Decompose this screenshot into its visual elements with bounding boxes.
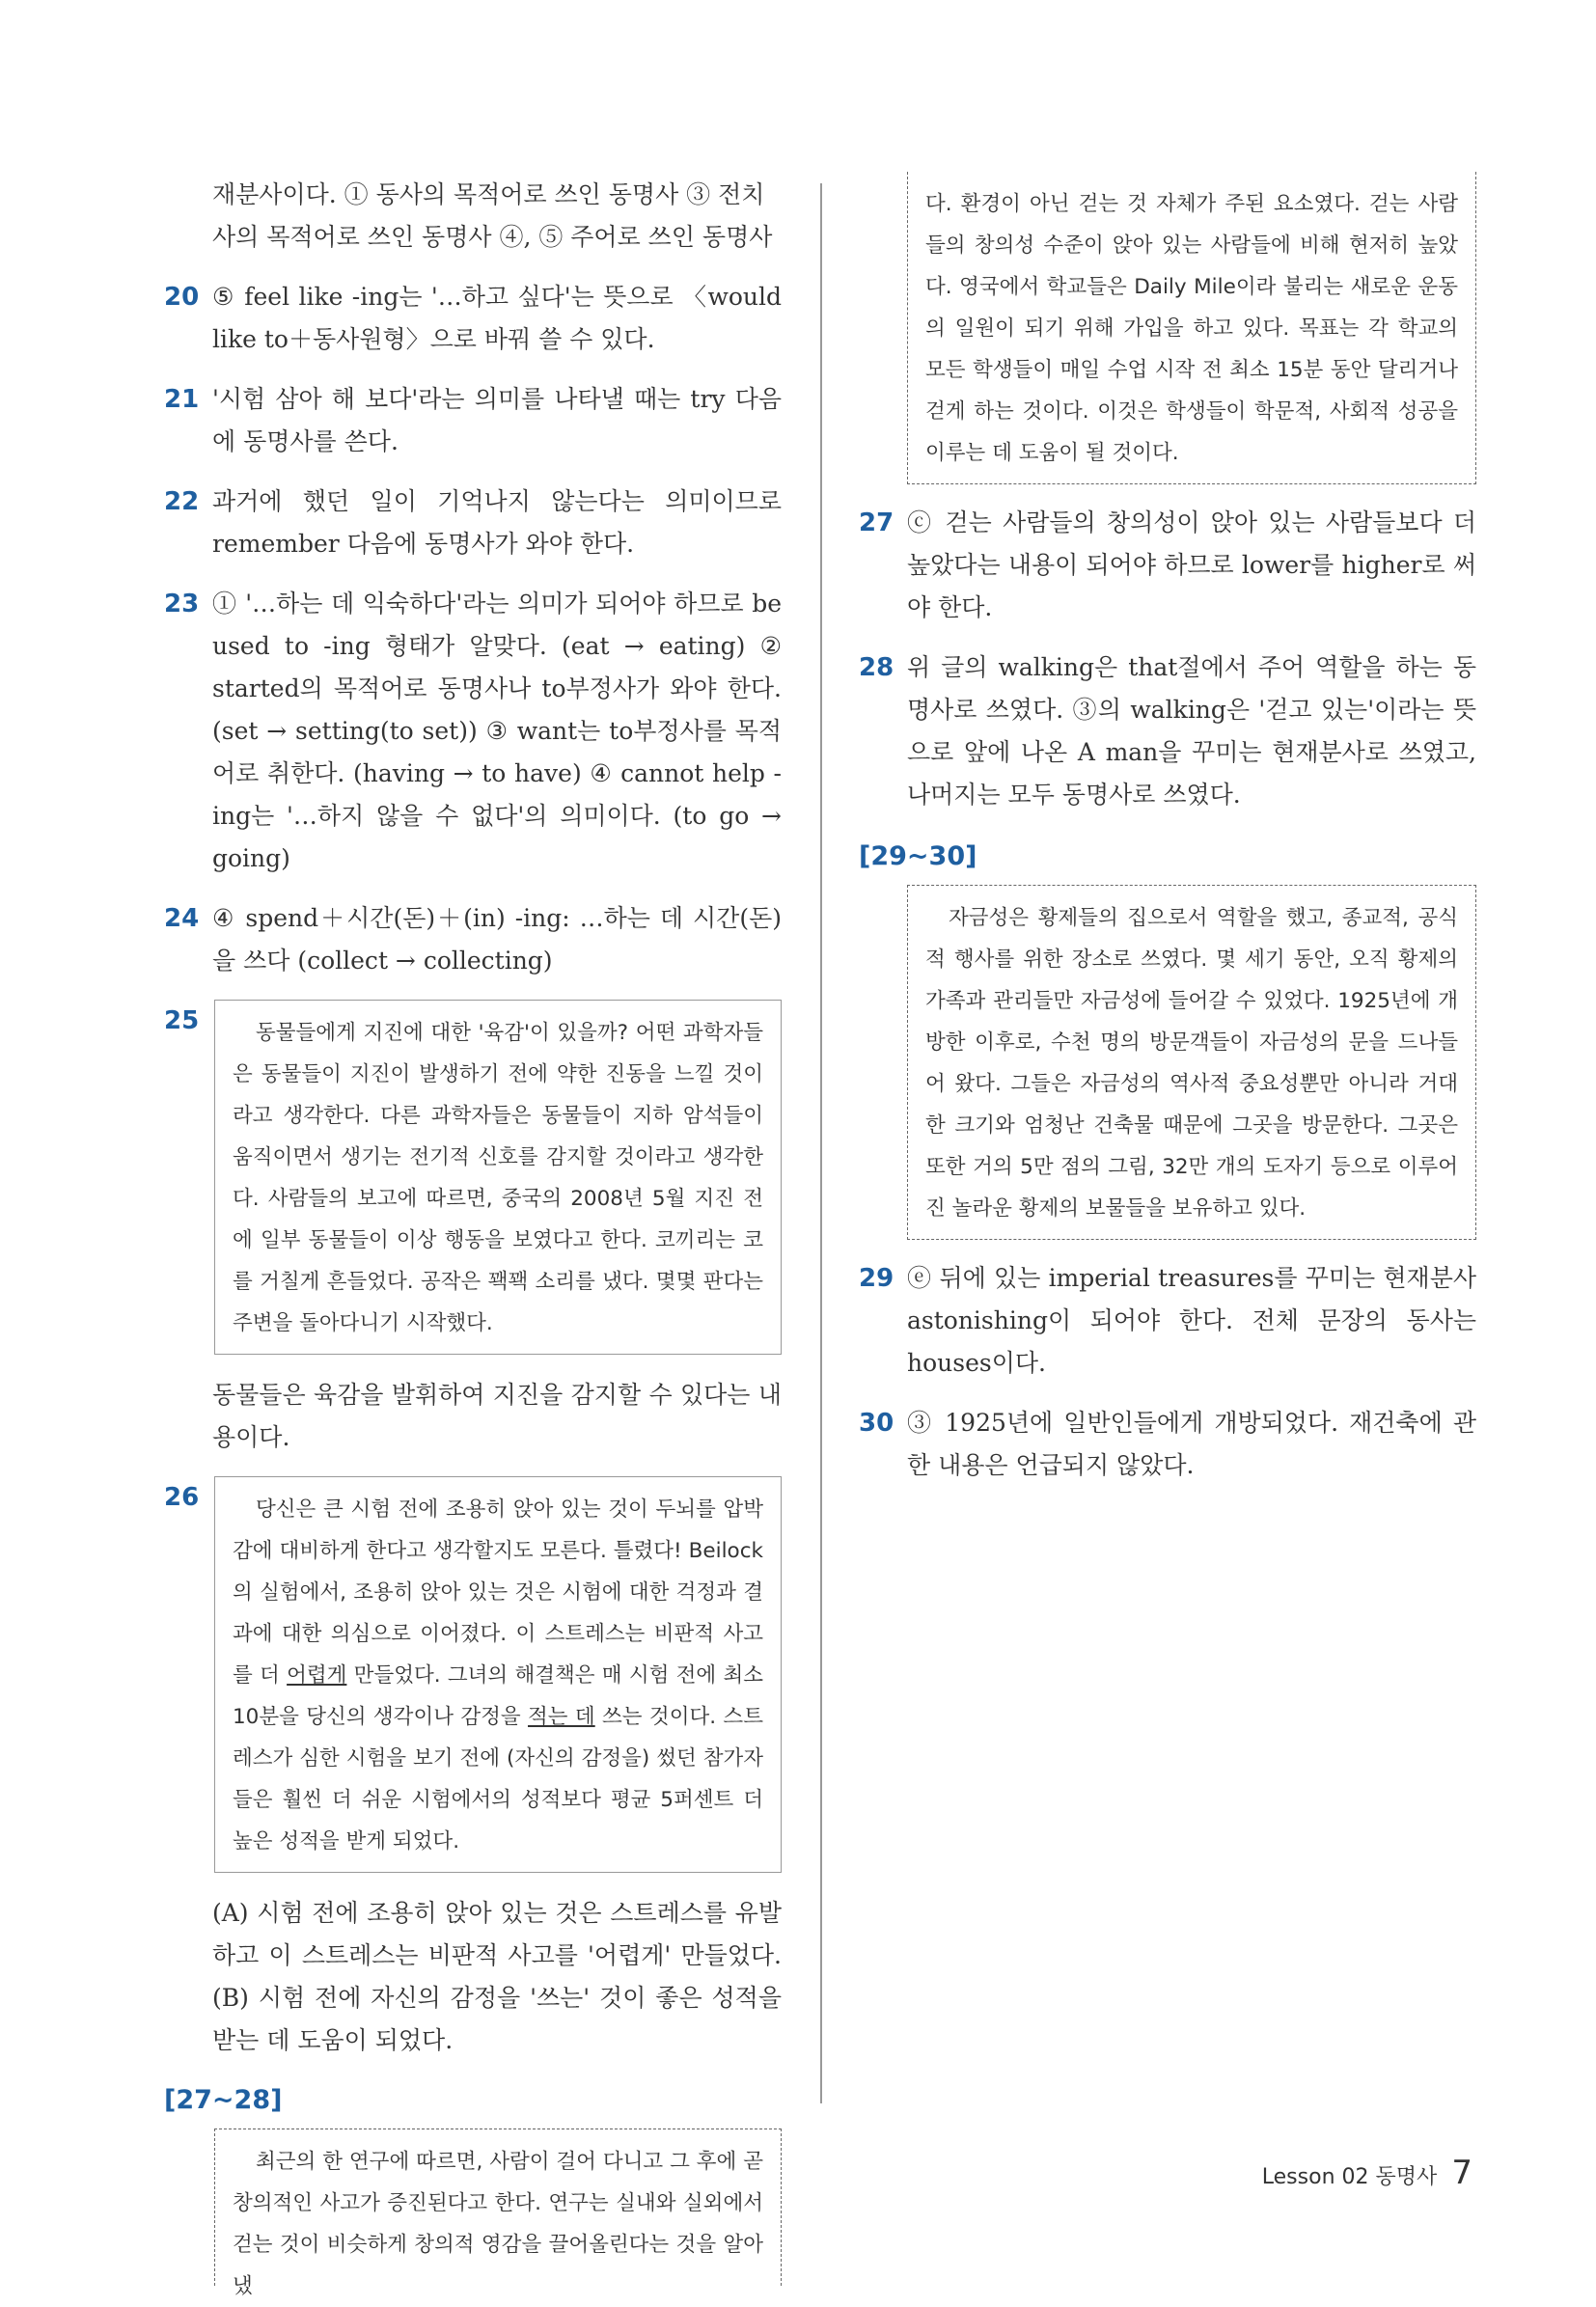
answer-item-22 xyxy=(164,481,782,565)
passage-box-25: 동물들에게 지진에 대한 '육감'이 있을까? 어떤 과학자들은 동물들이 지진이 발생하기 전에 약한 진동을 느낄 것이라고 생각한다. 다른 과학자들은 동물들이 지하 암석들이 움직이면서 생기는 전기적 신호를 감지할 것이라고 생각한다. 사람들의 보고에 따르면, 중국의 2008년 5월 지진 전에 일부 동물들이 이상 행동을 보였다고 한다. 코끼리는 코를 거칠게 흔들었다. 공작은 꽥꽥 소리를 냈다. 몇몇 판다는 주변을 돌아다니기 시작했다. xyxy=(214,1000,782,1355)
passage-box-29-30: 자금성은 황제들의 집으로서 역할을 했고, 종교적, 공식적 행사를 위한 장소로 쓰였다. 몇 세기 동안, 오직 황제의 가족과 관리들만 자금성에 들어갈 수 있었다. 1925년에 개방한 이후로, 수천 명의 방문객들이 자금성의 문을 드나들어 왔다. 그들은 자금성의 역사적 중요성뿐만 아니라 거대한 크기와 엄청난 건축물 때문에 그곳을 방문한다. 그곳은 또한 거의 5만 점의 그림, 32만 개의 도자기 등으로 이루어진 놀라운 황제의 보물들을 보유하고 있다. xyxy=(907,885,1476,1240)
intro-text: 재분사이다. ① 동사의 목적어로 쓰인 동명사 ③ 전치사의 목적어로 쓰인 동명사 ④, ⑤ 주어로 쓰인 동명사 xyxy=(212,180,773,251)
answer-text: 과거에 했던 일이 기억나지 않는다는 의미이므로 remember 다음에 동명사가 와야 한다. xyxy=(212,487,782,558)
page-number: 7 xyxy=(1451,2154,1472,2192)
underlined-word: 적는 데 xyxy=(528,1705,595,1729)
question-number: 25 xyxy=(164,1006,200,1035)
passage-box-27-28-start: 최근의 한 연구에 따르면, 사람이 걸어 다니고 그 후에 곧 창의적인 사고가 증진된다고 한다. 연구는 실내와 실외에서 걷는 것이 비슷하게 창의적 영감을 끌어올린다는 것을 알아냈 xyxy=(214,2128,782,2286)
underlined-word: 어렵게 xyxy=(287,1663,347,1688)
answer-item-23 xyxy=(164,583,782,880)
section-heading-27-28: [27~28] xyxy=(164,2085,283,2115)
passage-text: 당신은 큰 시험 전에 조용히 앉아 있는 것이 두뇌를 압박감에 대비하게 한다고 생각할지도 모른다. 틀렸다! Beilock의 실험에서, 조용히 앉아 있는 것은 시험에 대한 걱정과 결과에 대한 의심으로 이어졌다. 이 스트레스는 비판적 사고를 더 xyxy=(233,1497,763,1688)
answer-item-24 xyxy=(164,897,782,982)
question-number: 21 xyxy=(164,385,200,414)
answer-text: ① '…하는 데 익숙하다'라는 의미가 되어야 하므로 be used to -ing 형태가 알맞다. (eat → eating) ② started의 목적어로 동명사나 to부정사가 와야 한다. (set → setting(to set)) ③ want는 to부정사를 목적어로 취한다. (having → to have) ④ cannot help -ing는 '…하지 않을 수 없다'의 의미이다. (to go → going) xyxy=(212,590,782,872)
answer-text: ③ 1925년에 일반인들에게 개방되었다. 재건축에 관한 내용은 언급되지 않았다. xyxy=(907,1409,1476,1479)
answer-item-20 xyxy=(164,276,782,361)
passage-text: 쓰는 것이다. 스트레스가 심한 시험을 보기 전에 (자신의 감정을) 썼던 참가자들은 훨씬 더 쉬운 시험에서의 성적보다 평균 5퍼센트 더 높은 성적을 받게 되었다. xyxy=(233,1705,763,1854)
left-column xyxy=(164,174,782,2298)
answer-item-21 xyxy=(164,378,782,463)
question-number: 20 xyxy=(164,283,200,312)
passage-box-26 xyxy=(214,1476,782,1873)
answer-item-30 xyxy=(859,1402,1476,1487)
answer-text: 위 글의 walking은 that절에서 주어 역할을 하는 동명사로 쓰였다. ③의 walking은 '걷고 있는'이라는 뜻으로 앞에 나온 A man을 꾸미는 현재분사로 쓰였고, 나머지는 모두 동명사로 쓰였다. xyxy=(907,653,1476,809)
passage-text: 만들었다. 그녀의 해결책은 매 시험 전에 최소 10분을 당신의 생각이나 감정을 xyxy=(233,1663,763,1729)
answer-text: ⓒ 걷는 사람들의 창의성이 앉아 있는 사람들보다 더 높았다는 내용이 되어야 하므로 lower를 higher로 써야 한다. xyxy=(907,508,1476,621)
answer-text: ⑤ feel like -ing는 '…하고 싶다'는 뜻으로 〈would like to＋동사원형〉으로 바꿔 쓸 수 있다. xyxy=(212,283,782,353)
question-number: 29 xyxy=(859,1264,894,1293)
answer-item-28 xyxy=(859,646,1476,816)
answer-item-26 xyxy=(164,1476,782,2062)
question-number: 28 xyxy=(859,653,894,682)
explanation-25: 동물들은 육감을 발휘하여 지진을 감지할 수 있다는 내용이다. xyxy=(212,1381,782,1451)
section-heading-29-30: [29~30] xyxy=(859,841,977,871)
answer-text: '시험 삼아 해 보다'라는 의미를 나타낼 때는 try 다음에 동명사를 쓴다. xyxy=(212,385,782,455)
question-number: 30 xyxy=(859,1409,894,1438)
page-footer xyxy=(1262,2154,1472,2192)
answer-text: ④ spend＋시간(돈)＋(in) -ing: …하는 데 시간(돈)을 쓰다 (collect → collecting) xyxy=(212,904,782,975)
explanation-26: (A) 시험 전에 조용히 앉아 있는 것은 스트레스를 유발하고 이 스트레스는 비판적 사고를 '어렵게' 만들었다. (B) 시험 전에 자신의 감정을 '쓰는' 것이 좋은 성적을 받는 데 도움이 되었다. xyxy=(212,1899,782,2054)
passage-box-27-28-cont: 다. 환경이 아닌 걷는 것 자체가 주된 요소였다. 걷는 사람들의 창의성 수준이 앉아 있는 사람들에 비해 현저히 높았다. 영국에서 학교들은 Daily Mile이라 불리는 새로운 운동의 일원이 되기 위해 가입을 하고 있다. 목표는 각 학교의 모든 학생들이 매일 수업 시작 전 최소 15분 동안 달리거나 걷게 하는 것이다. 이것은 학생들이 학문적, 사회적 성공을 이루는 데 도움이 될 것이다. xyxy=(907,172,1476,484)
question-number: 24 xyxy=(164,904,200,933)
answer-text: ⓔ 뒤에 있는 imperial treasures를 꾸미는 현재분사 astonishing이 되어야 한다. 전체 문장의 동사는 houses이다. xyxy=(907,1264,1476,1377)
lesson-label: Lesson 02 동명사 xyxy=(1261,2165,1438,2189)
question-number: 27 xyxy=(859,508,894,537)
answer-item-29 xyxy=(859,1257,1476,1385)
answer-item-27 xyxy=(859,502,1476,629)
question-number: 23 xyxy=(164,590,200,618)
column-divider xyxy=(820,183,822,2103)
question-number: 22 xyxy=(164,487,200,516)
question-number: 26 xyxy=(164,1483,200,1512)
right-column xyxy=(859,174,1476,1487)
answer-item-25 xyxy=(164,1000,782,1459)
